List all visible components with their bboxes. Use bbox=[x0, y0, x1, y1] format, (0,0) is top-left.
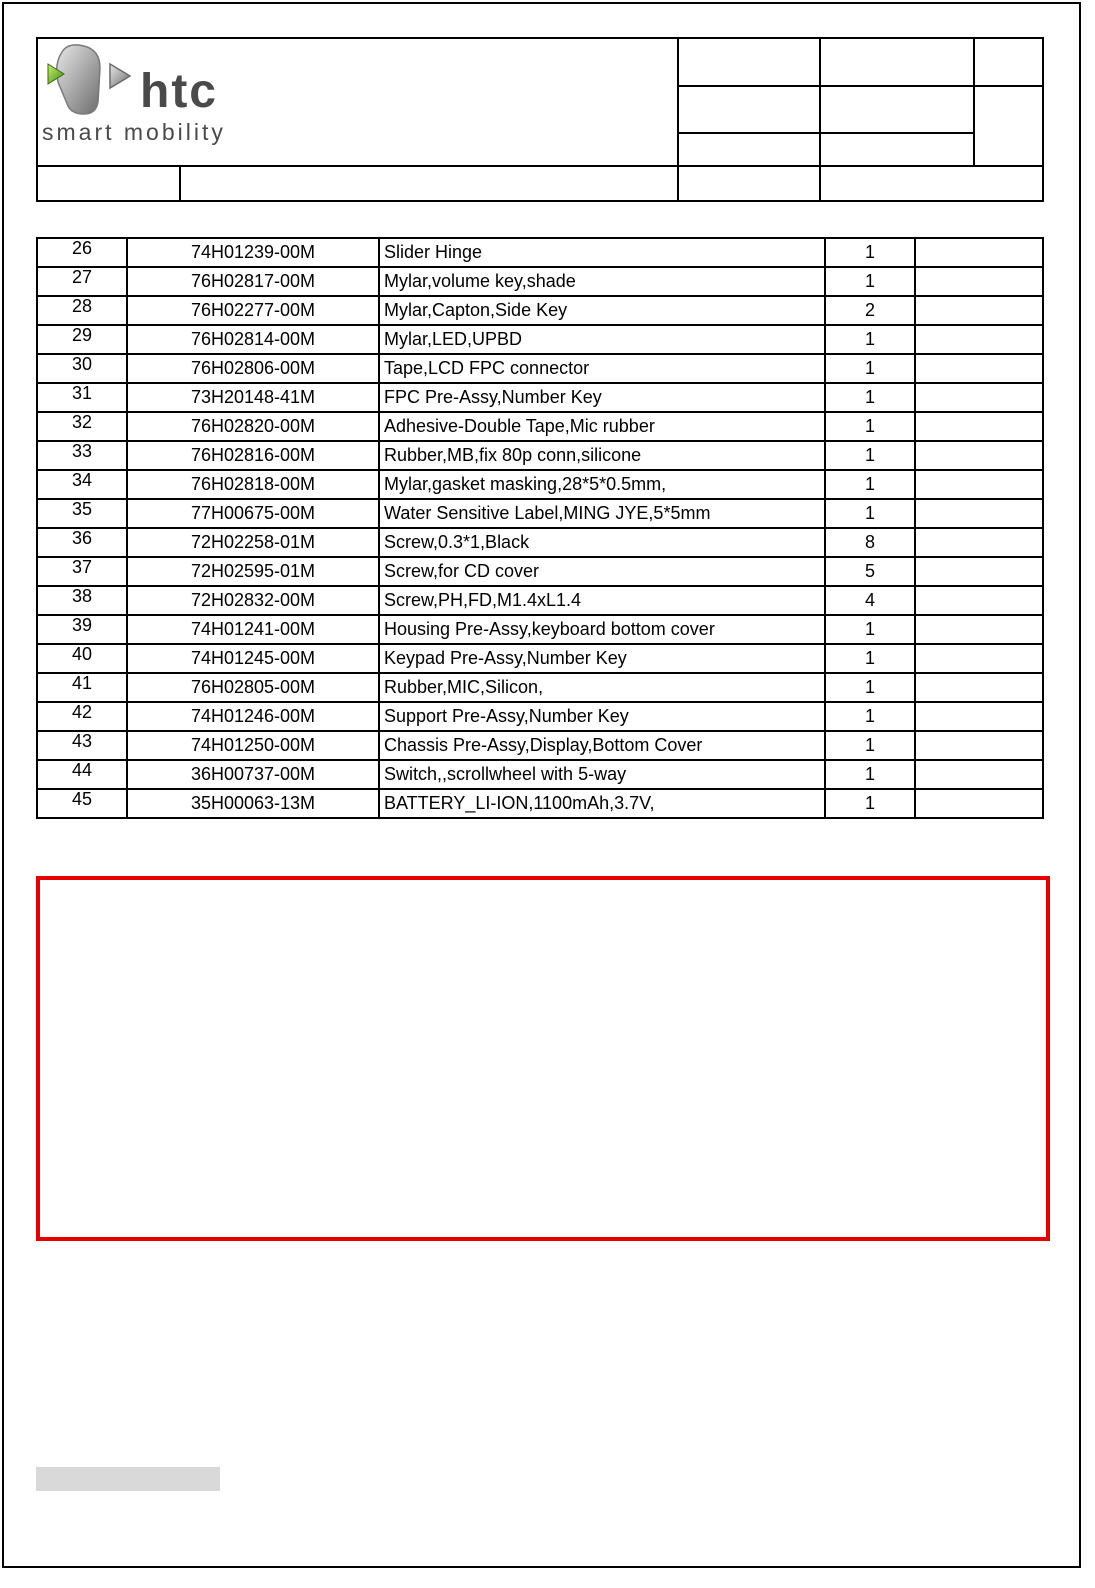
table-row bbox=[37, 354, 1043, 383]
title-block-divider bbox=[677, 132, 975, 134]
title-block-divider bbox=[677, 39, 679, 200]
table-row bbox=[37, 296, 1043, 325]
part-remark bbox=[915, 296, 1043, 325]
part-remark bbox=[915, 702, 1043, 731]
part-remark bbox=[915, 789, 1043, 818]
part-quantity: 1 bbox=[825, 325, 915, 354]
item-number bbox=[37, 731, 127, 760]
item-number bbox=[37, 528, 127, 557]
part-number: 76H02820-00M bbox=[127, 412, 379, 441]
highlight-box bbox=[36, 876, 1050, 1241]
part-number: 72H02832-00M bbox=[127, 586, 379, 615]
part-remark bbox=[915, 557, 1043, 586]
part-number: 72H02258-01M bbox=[127, 528, 379, 557]
item-number bbox=[37, 586, 127, 615]
table-row bbox=[37, 383, 1043, 412]
part-quantity: 4 bbox=[825, 586, 915, 615]
part-description: Mylar,gasket masking,28*5*0.5mm, bbox=[379, 470, 825, 499]
item-number-text: 43 bbox=[71, 731, 93, 751]
table-row bbox=[37, 470, 1043, 499]
part-description: Keypad Pre-Assy,Number Key bbox=[379, 644, 825, 673]
part-quantity: 1 bbox=[825, 267, 915, 296]
part-description: Rubber,MIC,Silicon, bbox=[379, 673, 825, 702]
table-row bbox=[37, 528, 1043, 557]
part-description: Support Pre-Assy,Number Key bbox=[379, 702, 825, 731]
item-number bbox=[37, 238, 127, 267]
item-number-text: 37 bbox=[71, 557, 93, 577]
part-number: 76H02805-00M bbox=[127, 673, 379, 702]
item-number-text: 41 bbox=[71, 673, 93, 693]
part-description: Screw,PH,FD,M1.4xL1.4 bbox=[379, 586, 825, 615]
item-number-text: 26 bbox=[71, 238, 93, 258]
item-number-text: 31 bbox=[71, 383, 93, 403]
item-number bbox=[37, 557, 127, 586]
item-number bbox=[37, 644, 127, 673]
item-number-text: 29 bbox=[71, 325, 93, 345]
part-remark bbox=[915, 412, 1043, 441]
part-quantity: 1 bbox=[825, 412, 915, 441]
item-number-text: 33 bbox=[71, 441, 93, 461]
part-remark bbox=[915, 615, 1043, 644]
item-number bbox=[37, 499, 127, 528]
part-description: Tape,LCD FPC connector bbox=[379, 354, 825, 383]
part-quantity: 1 bbox=[825, 615, 915, 644]
item-number bbox=[37, 296, 127, 325]
title-block-divider bbox=[819, 39, 821, 200]
table-row bbox=[37, 238, 1043, 267]
part-remark bbox=[915, 673, 1043, 702]
table-row bbox=[37, 760, 1043, 789]
part-number: 74H01245-00M bbox=[127, 644, 379, 673]
item-number-text: 39 bbox=[71, 615, 93, 635]
part-quantity: 5 bbox=[825, 557, 915, 586]
part-number: 74H01246-00M bbox=[127, 702, 379, 731]
part-number: 76H02816-00M bbox=[127, 441, 379, 470]
part-remark bbox=[915, 528, 1043, 557]
part-number: 74H01250-00M bbox=[127, 731, 379, 760]
part-remark bbox=[915, 760, 1043, 789]
part-description: Mylar,LED,UPBD bbox=[379, 325, 825, 354]
table-row bbox=[37, 499, 1043, 528]
part-description: Switch,,scrollwheel with 5-way bbox=[379, 760, 825, 789]
part-description: BATTERY_LI-ION,1100mAh,3.7V, bbox=[379, 789, 825, 818]
table-row bbox=[37, 789, 1043, 818]
title-block-divider bbox=[179, 165, 181, 200]
part-quantity: 8 bbox=[825, 528, 915, 557]
title-block-divider bbox=[973, 39, 975, 165]
part-remark bbox=[915, 499, 1043, 528]
part-description: Mylar,Capton,Side Key bbox=[379, 296, 825, 325]
footer-gray-bar bbox=[36, 1467, 220, 1491]
item-number-text: 34 bbox=[71, 470, 93, 490]
part-number: 76H02818-00M bbox=[127, 470, 379, 499]
htc-logo-icon bbox=[44, 42, 154, 122]
part-number: 72H02595-01M bbox=[127, 557, 379, 586]
part-remark bbox=[915, 354, 1043, 383]
part-remark bbox=[915, 586, 1043, 615]
part-remark bbox=[915, 441, 1043, 470]
item-number bbox=[37, 789, 127, 818]
item-number-text: 36 bbox=[71, 528, 93, 548]
part-quantity: 1 bbox=[825, 673, 915, 702]
part-number: 36H00737-00M bbox=[127, 760, 379, 789]
part-quantity: 1 bbox=[825, 702, 915, 731]
item-number bbox=[37, 673, 127, 702]
item-number bbox=[37, 412, 127, 441]
item-number bbox=[37, 325, 127, 354]
part-quantity: 1 bbox=[825, 731, 915, 760]
part-quantity: 1 bbox=[825, 760, 915, 789]
item-number bbox=[37, 702, 127, 731]
part-quantity: 1 bbox=[825, 789, 915, 818]
part-number: 76H02814-00M bbox=[127, 325, 379, 354]
table-row bbox=[37, 557, 1043, 586]
item-number-text: 32 bbox=[71, 412, 93, 432]
item-number-text: 38 bbox=[71, 586, 93, 606]
logo-tagline: smart mobility bbox=[42, 119, 226, 145]
part-description: FPC Pre-Assy,Number Key bbox=[379, 383, 825, 412]
table-row bbox=[37, 441, 1043, 470]
part-number: 76H02806-00M bbox=[127, 354, 379, 383]
table-row bbox=[37, 644, 1043, 673]
part-quantity: 1 bbox=[825, 354, 915, 383]
title-block-divider bbox=[677, 85, 1044, 87]
item-number-text: 40 bbox=[71, 644, 93, 664]
table-row bbox=[37, 615, 1043, 644]
part-description: Rubber,MB,fix 80p conn,silicone bbox=[379, 441, 825, 470]
item-number bbox=[37, 441, 127, 470]
part-description: Slider Hinge bbox=[379, 238, 825, 267]
logo-wordmark: htc bbox=[140, 65, 218, 118]
part-description: Screw,for CD cover bbox=[379, 557, 825, 586]
part-number: 74H01239-00M bbox=[127, 238, 379, 267]
part-remark bbox=[915, 731, 1043, 760]
part-quantity: 1 bbox=[825, 499, 915, 528]
item-number-text: 45 bbox=[71, 789, 93, 809]
part-number: 77H00675-00M bbox=[127, 499, 379, 528]
part-description: Water Sensitive Label,MING JYE,5*5mm bbox=[379, 499, 825, 528]
part-description: Chassis Pre-Assy,Display,Bottom Cover bbox=[379, 731, 825, 760]
part-quantity: 1 bbox=[825, 383, 915, 412]
part-description: Housing Pre-Assy,keyboard bottom cover bbox=[379, 615, 825, 644]
part-description: Mylar,volume key,shade bbox=[379, 267, 825, 296]
part-number: 73H20148-41M bbox=[127, 383, 379, 412]
part-quantity: 2 bbox=[825, 296, 915, 325]
table-row bbox=[37, 412, 1043, 441]
item-number bbox=[37, 383, 127, 412]
item-number-text: 35 bbox=[71, 499, 93, 519]
part-remark bbox=[915, 238, 1043, 267]
title-block-divider bbox=[38, 165, 1044, 167]
part-quantity: 1 bbox=[825, 470, 915, 499]
item-number bbox=[37, 354, 127, 383]
table-row bbox=[37, 267, 1043, 296]
table-row bbox=[37, 673, 1043, 702]
part-number: 74H01241-00M bbox=[127, 615, 379, 644]
item-number bbox=[37, 760, 127, 789]
table-row bbox=[37, 702, 1043, 731]
part-description: Adhesive-Double Tape,Mic rubber bbox=[379, 412, 825, 441]
item-number-text: 28 bbox=[71, 296, 93, 316]
item-number-text: 27 bbox=[71, 267, 93, 287]
parts-table bbox=[36, 237, 1044, 819]
part-remark bbox=[915, 325, 1043, 354]
part-number: 76H02817-00M bbox=[127, 267, 379, 296]
part-quantity: 1 bbox=[825, 238, 915, 267]
part-number: 76H02277-00M bbox=[127, 296, 379, 325]
part-quantity: 1 bbox=[825, 644, 915, 673]
table-row bbox=[37, 731, 1043, 760]
part-number: 35H00063-13M bbox=[127, 789, 379, 818]
table-row bbox=[37, 586, 1043, 615]
item-number bbox=[37, 615, 127, 644]
item-number-text: 42 bbox=[71, 702, 93, 722]
item-number-text: 44 bbox=[71, 760, 93, 780]
table-row bbox=[37, 325, 1043, 354]
item-number-text: 30 bbox=[71, 354, 93, 374]
part-remark bbox=[915, 267, 1043, 296]
part-remark bbox=[915, 383, 1043, 412]
item-number bbox=[37, 267, 127, 296]
part-remark bbox=[915, 644, 1043, 673]
part-quantity: 1 bbox=[825, 441, 915, 470]
item-number bbox=[37, 470, 127, 499]
part-description: Screw,0.3*1,Black bbox=[379, 528, 825, 557]
part-remark bbox=[915, 470, 1043, 499]
